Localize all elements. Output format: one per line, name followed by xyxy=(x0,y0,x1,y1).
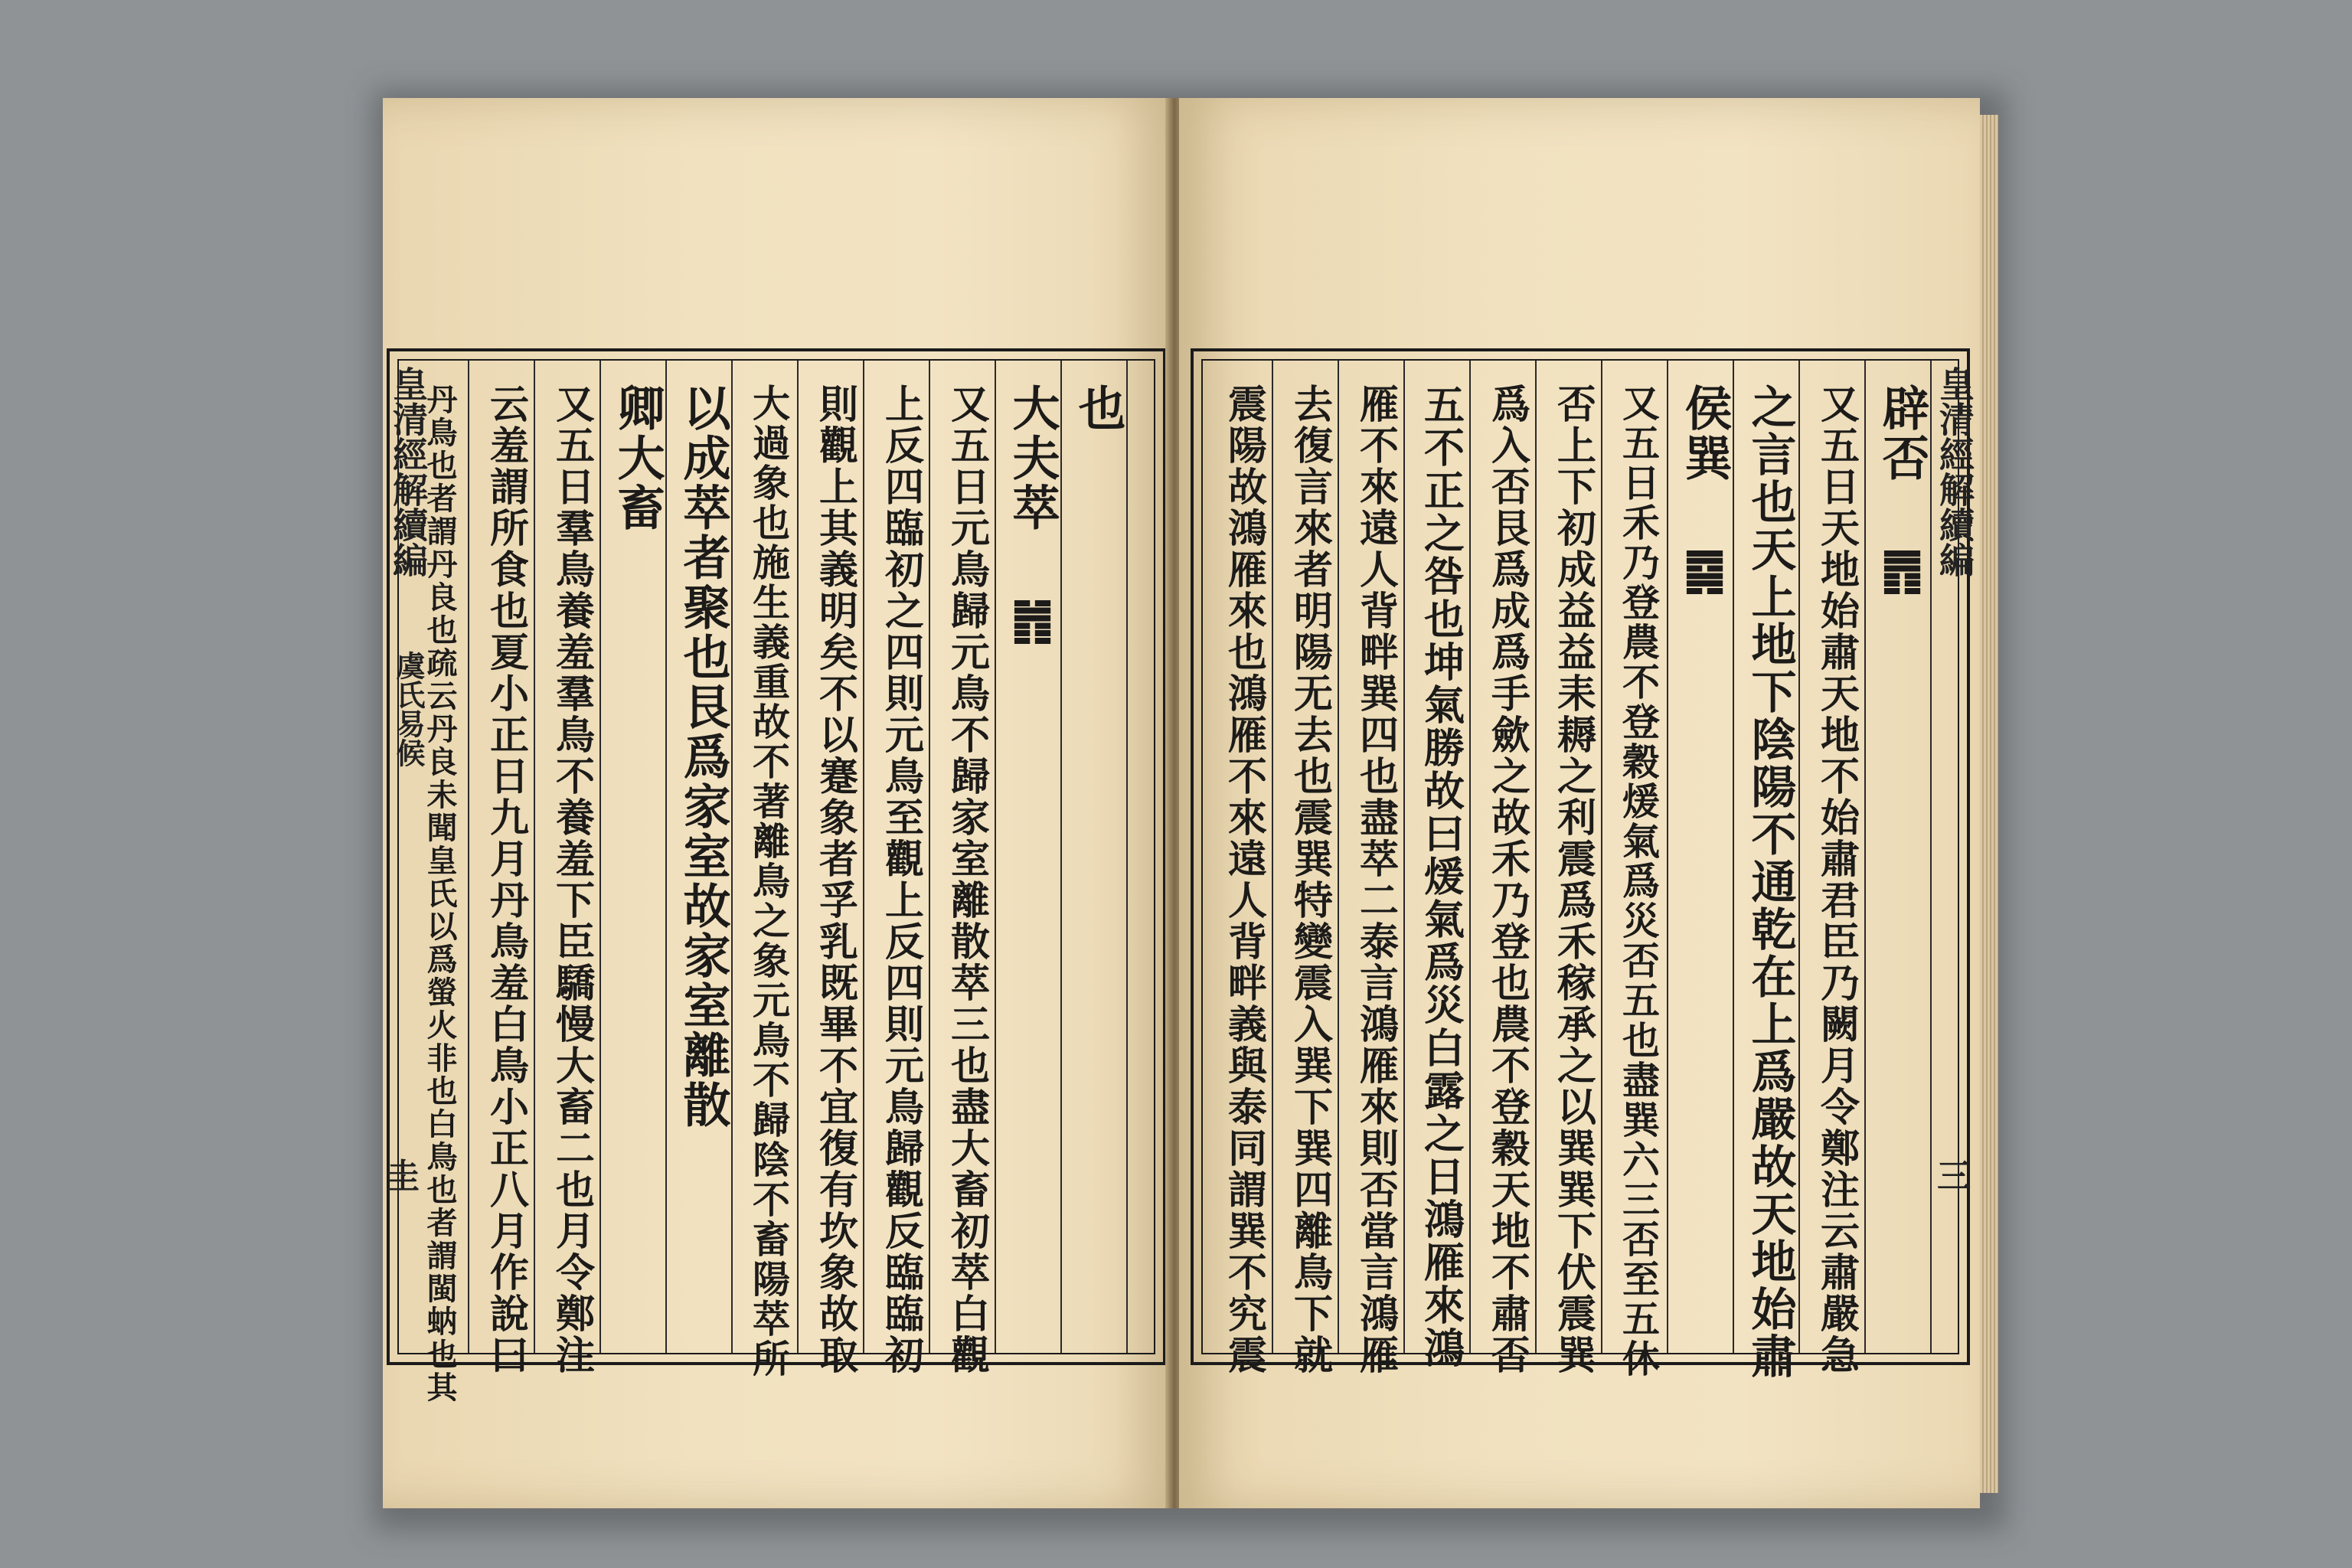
text-column: 五不正之咎也坤氣勝故曰煖氣爲災白露之日鴻雁來鴻 xyxy=(1417,384,1465,1370)
left-page-banner-sub: 虞氏易候 xyxy=(391,651,426,767)
text-column: 又五日禾乃登農不登穀煖氣爲災否五也盡巽六三否至五休 xyxy=(1616,384,1661,1379)
text-column: 爲入否艮爲成爲手歛之故禾乃登也農不登穀天地不肅否 xyxy=(1484,384,1530,1376)
text-column: 又五日元鳥歸元鳥不歸家室離散萃三也盡大畜初萃白觀 xyxy=(943,384,990,1376)
right-page-frame xyxy=(1191,348,1970,1380)
column-rule xyxy=(1601,361,1602,1353)
text-column: 否上下初成益益耒耨之利震爲禾稼承之以巽巽下伏震巽 xyxy=(1550,384,1596,1376)
column-rule xyxy=(1798,361,1800,1353)
text-column: 又五日羣鳥養羞羣鳥不養羞下臣驕慢大畜二也月令鄭注 xyxy=(548,384,595,1376)
text-column: 去復言來者明陽无去也震巽特變震入巽下巽四離鳥下就 xyxy=(1286,384,1333,1376)
text-column: 震陽故鴻雁來也鴻雁不來遠人背畔義與泰同謂巽不究震 xyxy=(1220,384,1267,1376)
text-column: 則觀上其義明矣不以蹇象者孚乳既畢不宜復有坎象故取 xyxy=(812,384,858,1376)
text-column: 云羞謂所食也夏小正日九月丹鳥羞白鳥小正八月作說曰 xyxy=(482,384,529,1376)
text-column: 以成萃者聚也艮爲家室故家室離散 xyxy=(675,384,731,1130)
left-frame-inner-border xyxy=(397,359,1155,1404)
column-rule xyxy=(1403,361,1405,1353)
text-column: 上反四臨初之四則元鳥至觀上反四則元鳥歸觀反臨臨初 xyxy=(877,384,924,1376)
text-column: 也 xyxy=(1070,384,1126,433)
right-frame-inner-border xyxy=(1201,359,1959,1380)
column-rule xyxy=(665,361,667,1353)
text-column: 雁不來遠人背畔巽四也盡萃二泰言鴻雁來則否當言鴻雁 xyxy=(1352,384,1399,1376)
column-rule xyxy=(1469,361,1471,1353)
column-rule xyxy=(1126,361,1128,1353)
right-page-folio: 三 xyxy=(1937,1157,1971,1196)
text-column: 辟否 ䷋ xyxy=(1874,384,1930,599)
column-rule xyxy=(797,361,799,1353)
column-rule xyxy=(1272,361,1273,1353)
column-rule xyxy=(1535,361,1537,1353)
column-rule xyxy=(995,361,996,1353)
left-page-frame xyxy=(387,348,1166,1404)
column-rule xyxy=(1667,361,1668,1353)
text-column: 大過象也施生義重故不著離鳥之象元鳥不歸陰不畜陽萃所 xyxy=(746,384,792,1379)
column-rule xyxy=(1060,361,1062,1353)
column-rule xyxy=(1733,361,1734,1353)
column-rule xyxy=(1338,361,1339,1353)
column-rule xyxy=(599,361,601,1353)
column-rule xyxy=(468,361,469,1353)
page-edges xyxy=(1980,115,1998,1493)
text-column: 侯巽 ䷸ xyxy=(1677,384,1733,599)
column-rule xyxy=(731,361,733,1353)
text-column: 丹鳥也者謂丹良也疏云丹良未聞皇氏以爲螢火非也白鳥也者謂閩蚋也其 xyxy=(422,384,458,1404)
column-rule xyxy=(929,361,930,1353)
left-page-banner: 皇清經解續編 xyxy=(387,366,429,577)
text-column: 大夫萃 ䷬ xyxy=(1004,384,1060,649)
left-page-folio: 圭 xyxy=(386,1157,420,1196)
column-rule xyxy=(863,361,864,1353)
text-column: 卿大畜 xyxy=(609,384,665,533)
column-rule xyxy=(534,361,535,1353)
text-column: 又五日天地始肅天地不始肅君臣乃闕月令鄭注云肅嚴急 xyxy=(1813,384,1860,1376)
right-page-banner: 皇清經解續編 xyxy=(1934,366,1975,577)
column-rule xyxy=(1864,361,1866,1353)
text-column: 之言也天上地下陰陽不通乾在上爲嚴故天地始肅 xyxy=(1743,384,1797,1380)
